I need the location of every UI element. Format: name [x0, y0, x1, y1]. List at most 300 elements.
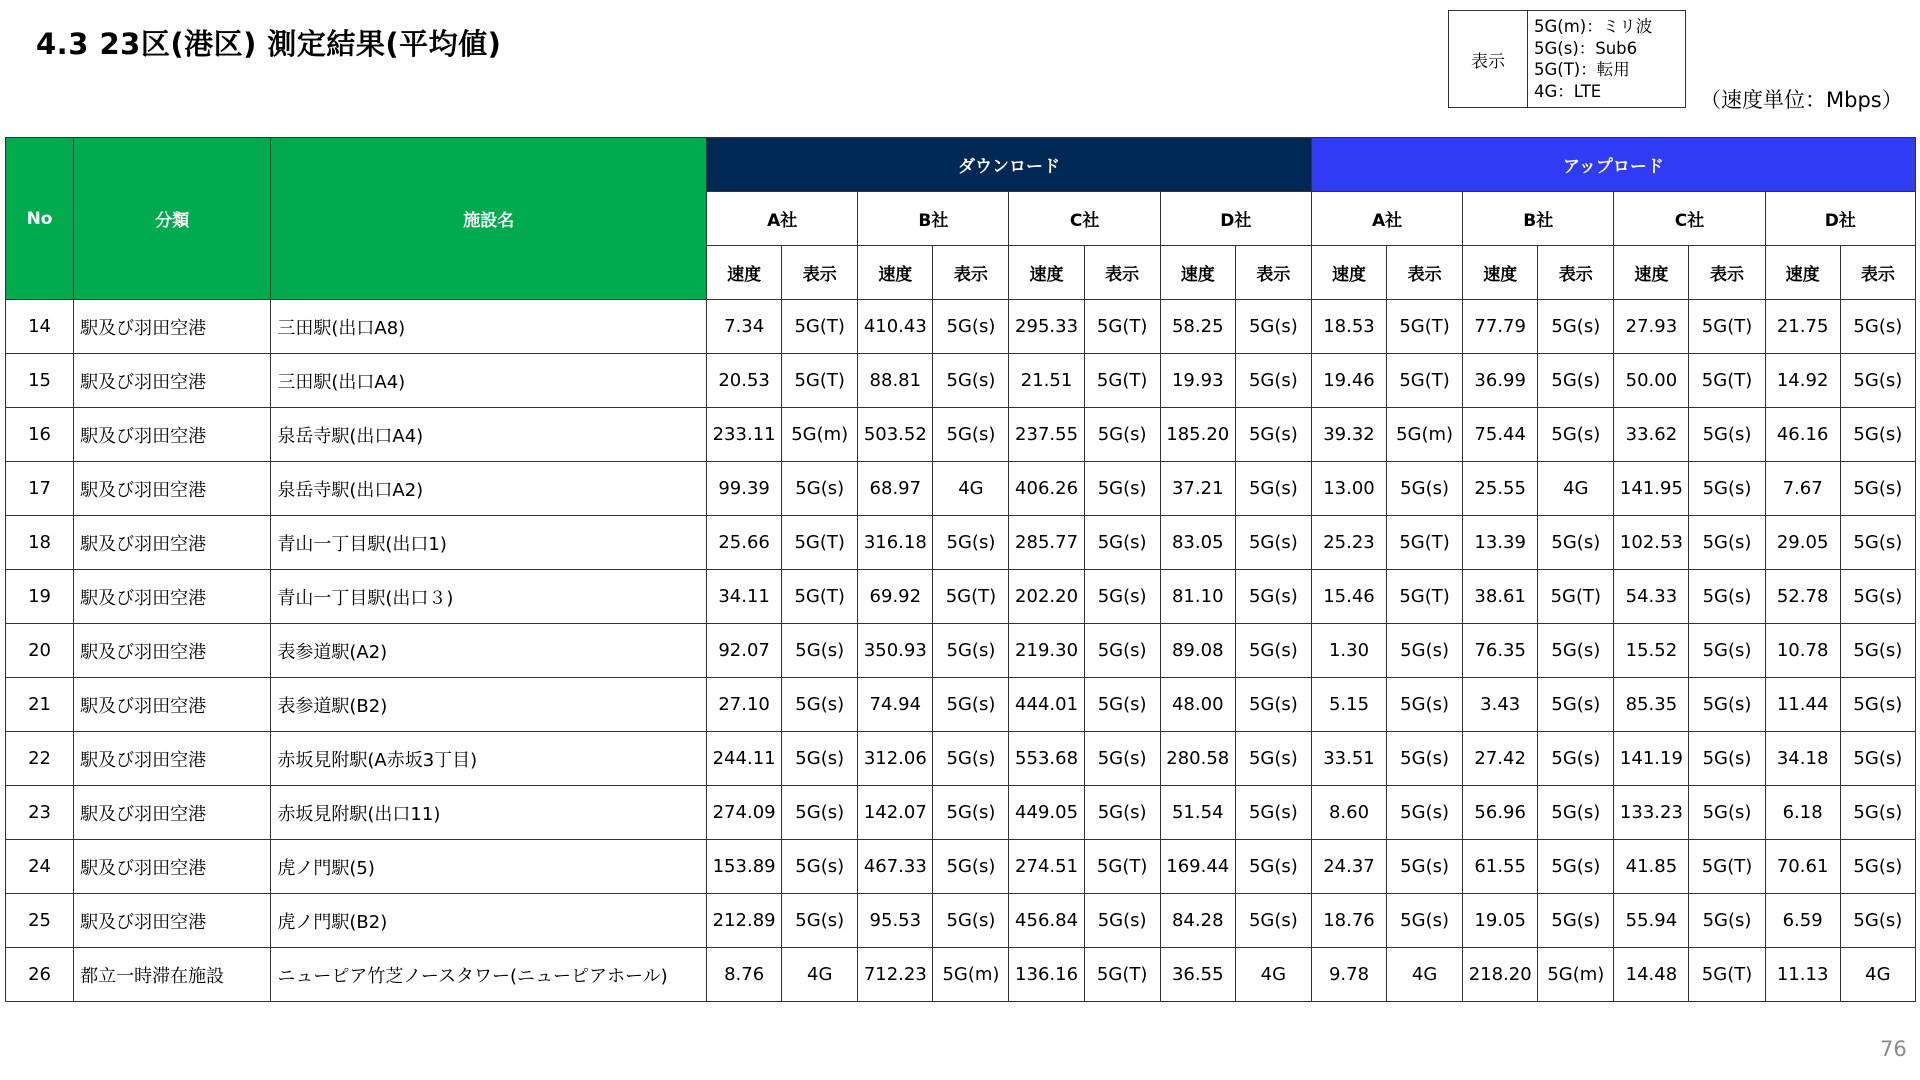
display-cell: 5G(s) — [1840, 570, 1915, 624]
display-cell: 5G(T) — [1084, 948, 1160, 1002]
display-cell: 5G(T) — [1689, 354, 1765, 408]
display-cell: 5G(s) — [933, 786, 1009, 840]
display-cell: 5G(s) — [1235, 408, 1311, 462]
display-cell: 5G(s) — [782, 678, 858, 732]
display-cell: 5G(s) — [1538, 840, 1614, 894]
table-row — [6, 732, 1916, 786]
display-cell: 5G(m) — [1387, 408, 1463, 462]
display-cell: 5G(T) — [1689, 840, 1765, 894]
display-cell: 5G(T) — [1538, 570, 1614, 624]
header-download-carrier-c: C社 — [1009, 192, 1160, 246]
row-category-cell: 駅及び羽田空港 — [74, 408, 271, 462]
display-cell: 5G(T) — [1084, 354, 1160, 408]
speed-cell: 185.20 — [1160, 408, 1235, 462]
speed-cell: 350.93 — [858, 624, 933, 678]
speed-unit-note: （速度単位：Mbps） — [1700, 88, 1903, 112]
row-no-cell: 24 — [6, 840, 74, 894]
header-upload-carrier-a: A社 — [1311, 192, 1462, 246]
row-facility-cell: 青山一丁目駅(出口３) — [271, 570, 707, 624]
row-no-cell: 20 — [6, 624, 74, 678]
speed-cell: 52.78 — [1765, 570, 1840, 624]
display-cell: 5G(s) — [1689, 462, 1765, 516]
display-cell: 5G(s) — [782, 786, 858, 840]
speed-cell: 218.20 — [1463, 948, 1538, 1002]
row-no-cell: 18 — [6, 516, 74, 570]
display-cell: 5G(T) — [1387, 354, 1463, 408]
display-cell: 5G(s) — [933, 624, 1009, 678]
header-speed: 速度 — [1463, 246, 1538, 300]
table-row — [6, 678, 1916, 732]
speed-cell: 233.11 — [707, 408, 782, 462]
display-cell: 5G(s) — [1538, 354, 1614, 408]
row-facility-cell: 虎ノ門駅(B2) — [271, 894, 707, 948]
speed-cell: 81.10 — [1160, 570, 1235, 624]
row-no-cell: 26 — [6, 948, 74, 1002]
display-cell: 5G(s) — [1840, 462, 1915, 516]
row-facility-cell: 赤坂見附駅(A赤坂3丁目) — [271, 732, 707, 786]
display-cell: 5G(T) — [1387, 300, 1463, 354]
speed-cell: 136.16 — [1009, 948, 1084, 1002]
speed-cell: 274.51 — [1009, 840, 1084, 894]
display-cell: 5G(s) — [1689, 732, 1765, 786]
row-facility-cell: 泉岳寺駅(出口A4) — [271, 408, 707, 462]
speed-cell: 41.85 — [1614, 840, 1689, 894]
display-cell: 5G(s) — [1689, 624, 1765, 678]
display-cell: 5G(s) — [933, 408, 1009, 462]
speed-cell: 27.42 — [1463, 732, 1538, 786]
display-cell: 5G(s) — [933, 516, 1009, 570]
display-cell: 5G(s) — [1689, 786, 1765, 840]
display-cell: 5G(s) — [1387, 462, 1463, 516]
speed-cell: 36.55 — [1160, 948, 1235, 1002]
display-cell: 5G(T) — [1084, 840, 1160, 894]
header-upload-carrier-c: C社 — [1614, 192, 1765, 246]
display-cell: 5G(s) — [1387, 678, 1463, 732]
display-cell: 5G(s) — [1235, 570, 1311, 624]
display-cell: 5G(s) — [1387, 732, 1463, 786]
row-category-cell: 駅及び羽田空港 — [74, 516, 271, 570]
display-cell: 5G(s) — [1084, 462, 1160, 516]
display-cell: 4G — [1840, 948, 1915, 1002]
header-no: No — [6, 138, 74, 300]
speed-cell: 142.07 — [858, 786, 933, 840]
speed-cell: 85.35 — [1614, 678, 1689, 732]
speed-cell: 449.05 — [1009, 786, 1084, 840]
header-display: 表示 — [933, 246, 1009, 300]
table-row — [6, 624, 1916, 678]
speed-cell: 153.89 — [707, 840, 782, 894]
speed-cell: 99.39 — [707, 462, 782, 516]
row-no-cell: 15 — [6, 354, 74, 408]
table-row — [6, 570, 1916, 624]
page-number: 76 — [1880, 1037, 1907, 1061]
row-facility-cell: 泉岳寺駅(出口A2) — [271, 462, 707, 516]
speed-cell: 33.62 — [1614, 408, 1689, 462]
speed-cell: 58.25 — [1160, 300, 1235, 354]
display-cell: 5G(T) — [782, 300, 858, 354]
speed-cell: 712.23 — [858, 948, 933, 1002]
header-download-carrier-a: A社 — [707, 192, 858, 246]
speed-cell: 46.16 — [1765, 408, 1840, 462]
display-cell: 5G(s) — [1840, 354, 1915, 408]
row-category-cell: 駅及び羽田空港 — [74, 624, 271, 678]
speed-cell: 75.44 — [1463, 408, 1538, 462]
speed-cell: 34.11 — [707, 570, 782, 624]
display-cell: 5G(T) — [1387, 516, 1463, 570]
speed-cell: 295.33 — [1009, 300, 1084, 354]
header-display: 表示 — [1387, 246, 1463, 300]
speed-cell: 19.05 — [1463, 894, 1538, 948]
display-cell: 5G(m) — [933, 948, 1009, 1002]
speed-cell: 410.43 — [858, 300, 933, 354]
display-cell: 5G(s) — [1235, 678, 1311, 732]
speed-cell: 19.46 — [1311, 354, 1386, 408]
header-facility: 施設名 — [271, 138, 707, 300]
display-cell: 5G(s) — [1689, 408, 1765, 462]
speed-cell: 25.55 — [1463, 462, 1538, 516]
speed-cell: 102.53 — [1614, 516, 1689, 570]
speed-cell: 88.81 — [858, 354, 933, 408]
header-display: 表示 — [782, 246, 858, 300]
legend-lines — [1528, 11, 1658, 107]
display-cell: 4G — [782, 948, 858, 1002]
header-display: 表示 — [1235, 246, 1311, 300]
table-row — [6, 516, 1916, 570]
speed-cell: 21.75 — [1765, 300, 1840, 354]
display-cell: 5G(s) — [1235, 732, 1311, 786]
table-row — [6, 948, 1916, 1002]
header-display: 表示 — [1840, 246, 1915, 300]
row-facility-cell: 三田駅(出口A4) — [271, 354, 707, 408]
legend-line-lte: 4G：LTE — [1534, 81, 1602, 101]
header-speed: 速度 — [1009, 246, 1084, 300]
display-cell: 5G(s) — [1840, 786, 1915, 840]
row-no-cell: 22 — [6, 732, 74, 786]
speed-cell: 6.18 — [1765, 786, 1840, 840]
speed-cell: 553.68 — [1009, 732, 1084, 786]
row-facility-cell: 赤坂見附駅(出口11) — [271, 786, 707, 840]
display-cell: 5G(s) — [1387, 840, 1463, 894]
speed-cell: 133.23 — [1614, 786, 1689, 840]
header-speed: 速度 — [1614, 246, 1689, 300]
display-cell: 5G(s) — [782, 840, 858, 894]
speed-cell: 19.93 — [1160, 354, 1235, 408]
speed-cell: 24.37 — [1311, 840, 1386, 894]
display-cell: 5G(T) — [1387, 570, 1463, 624]
display-cell: 5G(m) — [1538, 948, 1614, 1002]
display-cell: 5G(s) — [1387, 894, 1463, 948]
speed-cell: 48.00 — [1160, 678, 1235, 732]
row-category-cell: 駅及び羽田空港 — [74, 300, 271, 354]
display-cell: 5G(s) — [1235, 894, 1311, 948]
speed-cell: 55.94 — [1614, 894, 1689, 948]
header-download: ダウンロード — [707, 138, 1312, 192]
speed-cell: 54.33 — [1614, 570, 1689, 624]
row-category-cell: 駅及び羽田空港 — [74, 894, 271, 948]
display-cell: 5G(s) — [1840, 894, 1915, 948]
table-row — [6, 462, 1916, 516]
header-speed: 速度 — [858, 246, 933, 300]
display-cell: 5G(s) — [782, 462, 858, 516]
display-cell: 5G(T) — [933, 570, 1009, 624]
row-no-cell: 23 — [6, 786, 74, 840]
speed-cell: 25.66 — [707, 516, 782, 570]
row-category-cell: 駅及び羽田空港 — [74, 570, 271, 624]
display-cell: 5G(s) — [1538, 516, 1614, 570]
speed-cell: 141.95 — [1614, 462, 1689, 516]
display-cell: 5G(s) — [1538, 408, 1614, 462]
speed-cell: 29.05 — [1765, 516, 1840, 570]
legend-line-converted: 5G(T)：転用 — [1534, 60, 1630, 79]
row-facility-cell: 表参道駅(A2) — [271, 624, 707, 678]
row-no-cell: 14 — [6, 300, 74, 354]
speed-cell: 89.08 — [1160, 624, 1235, 678]
display-cell: 4G — [1538, 462, 1614, 516]
display-cell: 5G(s) — [1084, 624, 1160, 678]
speed-cell: 10.78 — [1765, 624, 1840, 678]
legend-line-mmwave: 5G(m)：ミリ波 — [1534, 17, 1653, 36]
speed-cell: 11.13 — [1765, 948, 1840, 1002]
header-speed: 速度 — [1160, 246, 1235, 300]
display-cell: 5G(s) — [1235, 354, 1311, 408]
display-cell: 5G(s) — [1840, 840, 1915, 894]
table-row — [6, 840, 1916, 894]
row-no-cell: 16 — [6, 408, 74, 462]
row-category-cell: 駅及び羽田空港 — [74, 786, 271, 840]
row-category-cell: 駅及び羽田空港 — [74, 354, 271, 408]
header-download-carrier-d: D社 — [1160, 192, 1311, 246]
speed-cell: 244.11 — [707, 732, 782, 786]
display-cell: 5G(s) — [782, 894, 858, 948]
speed-cell: 7.34 — [707, 300, 782, 354]
display-cell: 5G(s) — [1538, 624, 1614, 678]
speed-cell: 25.23 — [1311, 516, 1386, 570]
speed-cell: 8.60 — [1311, 786, 1386, 840]
speed-cell: 20.53 — [707, 354, 782, 408]
display-cell: 5G(s) — [1235, 624, 1311, 678]
row-facility-cell: ニューピア竹芝ノースタワー(ニューピアホール) — [271, 948, 707, 1002]
display-cell: 4G — [1387, 948, 1463, 1002]
display-cell: 5G(s) — [1689, 894, 1765, 948]
header-download-carrier-b: B社 — [858, 192, 1009, 246]
row-facility-cell: 虎ノ門駅(5) — [271, 840, 707, 894]
header-display: 表示 — [1538, 246, 1614, 300]
speed-cell: 7.67 — [1765, 462, 1840, 516]
header-category: 分類 — [74, 138, 271, 300]
display-cell: 5G(s) — [1235, 840, 1311, 894]
display-cell: 5G(s) — [1235, 516, 1311, 570]
speed-cell: 456.84 — [1009, 894, 1084, 948]
display-cell: 5G(T) — [1689, 300, 1765, 354]
speed-cell: 11.44 — [1765, 678, 1840, 732]
speed-cell: 84.28 — [1160, 894, 1235, 948]
speed-cell: 38.61 — [1463, 570, 1538, 624]
table-row — [6, 786, 1916, 840]
speed-cell: 15.52 — [1614, 624, 1689, 678]
row-no-cell: 21 — [6, 678, 74, 732]
display-cell: 5G(s) — [1387, 786, 1463, 840]
display-cell: 5G(s) — [1084, 894, 1160, 948]
display-cell: 5G(T) — [1084, 300, 1160, 354]
display-cell: 5G(T) — [1689, 948, 1765, 1002]
header-display: 表示 — [1084, 246, 1160, 300]
display-cell: 5G(s) — [1840, 300, 1915, 354]
speed-cell: 503.52 — [858, 408, 933, 462]
display-cell: 5G(s) — [933, 300, 1009, 354]
row-category-cell: 駅及び羽田空港 — [74, 732, 271, 786]
speed-cell: 274.09 — [707, 786, 782, 840]
header-display: 表示 — [1689, 246, 1765, 300]
speed-cell: 444.01 — [1009, 678, 1084, 732]
header-upload: アップロード — [1311, 138, 1915, 192]
speed-cell: 5.15 — [1311, 678, 1386, 732]
display-cell: 5G(s) — [1084, 678, 1160, 732]
display-cell: 5G(s) — [933, 840, 1009, 894]
display-cell: 5G(s) — [1689, 570, 1765, 624]
row-no-cell: 17 — [6, 462, 74, 516]
display-cell: 5G(s) — [1084, 732, 1160, 786]
display-cell: 5G(s) — [1538, 894, 1614, 948]
display-cell: 5G(s) — [1689, 678, 1765, 732]
table-row — [6, 408, 1916, 462]
speed-cell: 18.76 — [1311, 894, 1386, 948]
speed-cell: 285.77 — [1009, 516, 1084, 570]
table-row — [6, 300, 1916, 354]
speed-cell: 14.48 — [1614, 948, 1689, 1002]
display-cell: 5G(s) — [1084, 570, 1160, 624]
display-cell: 5G(s) — [1084, 786, 1160, 840]
display-cell: 5G(s) — [1538, 300, 1614, 354]
speed-cell: 467.33 — [858, 840, 933, 894]
speed-cell: 141.19 — [1614, 732, 1689, 786]
speed-cell: 33.51 — [1311, 732, 1386, 786]
speed-cell: 27.93 — [1614, 300, 1689, 354]
row-category-cell: 都立一時滞在施設 — [74, 948, 271, 1002]
display-cell: 4G — [1235, 948, 1311, 1002]
display-cell: 5G(s) — [782, 624, 858, 678]
speed-cell: 13.39 — [1463, 516, 1538, 570]
speed-cell: 50.00 — [1614, 354, 1689, 408]
speed-cell: 34.18 — [1765, 732, 1840, 786]
row-category-cell: 駅及び羽田空港 — [74, 840, 271, 894]
table-row — [6, 894, 1916, 948]
speed-cell: 69.92 — [858, 570, 933, 624]
speed-cell: 39.32 — [1311, 408, 1386, 462]
display-cell: 5G(s) — [1840, 516, 1915, 570]
speed-cell: 36.99 — [1463, 354, 1538, 408]
speed-cell: 61.55 — [1463, 840, 1538, 894]
display-cell: 5G(T) — [782, 516, 858, 570]
display-cell: 5G(s) — [1538, 786, 1614, 840]
speed-cell: 27.10 — [707, 678, 782, 732]
speed-cell: 9.78 — [1311, 948, 1386, 1002]
display-cell: 5G(s) — [1235, 300, 1311, 354]
header-upload-carrier-b: B社 — [1463, 192, 1614, 246]
display-cell: 5G(s) — [1538, 732, 1614, 786]
speed-cell: 212.89 — [707, 894, 782, 948]
table-body — [6, 300, 1916, 1002]
page-title: 4.3 23区(港区) 測定結果(平均値) — [36, 27, 502, 61]
speed-cell: 18.53 — [1311, 300, 1386, 354]
speed-cell: 51.54 — [1160, 786, 1235, 840]
display-cell: 5G(s) — [933, 354, 1009, 408]
header-speed: 速度 — [1765, 246, 1840, 300]
speed-cell: 1.30 — [1311, 624, 1386, 678]
row-facility-cell: 三田駅(出口A8) — [271, 300, 707, 354]
speed-cell: 77.79 — [1463, 300, 1538, 354]
speed-cell: 13.00 — [1311, 462, 1386, 516]
display-cell: 5G(s) — [1840, 678, 1915, 732]
row-no-cell: 25 — [6, 894, 74, 948]
speed-cell: 316.18 — [858, 516, 933, 570]
display-cell: 5G(s) — [1235, 462, 1311, 516]
speed-cell: 21.51 — [1009, 354, 1084, 408]
display-cell: 5G(s) — [782, 732, 858, 786]
speed-cell: 280.58 — [1160, 732, 1235, 786]
row-category-cell: 駅及び羽田空港 — [74, 678, 271, 732]
speed-cell: 312.06 — [858, 732, 933, 786]
display-cell: 5G(T) — [782, 354, 858, 408]
display-legend — [1448, 10, 1686, 108]
legend-line-sub6: 5G(s)：Sub6 — [1534, 38, 1638, 58]
header-upload-carrier-d: D社 — [1765, 192, 1915, 246]
speed-cell: 6.59 — [1765, 894, 1840, 948]
speed-cell: 83.05 — [1160, 516, 1235, 570]
speed-cell: 68.97 — [858, 462, 933, 516]
row-facility-cell: 表参道駅(B2) — [271, 678, 707, 732]
speed-cell: 95.53 — [858, 894, 933, 948]
speed-cell: 202.20 — [1009, 570, 1084, 624]
display-cell: 5G(s) — [1084, 516, 1160, 570]
speed-cell: 92.07 — [707, 624, 782, 678]
speed-cell: 219.30 — [1009, 624, 1084, 678]
speed-cell: 70.61 — [1765, 840, 1840, 894]
speed-cell: 37.21 — [1160, 462, 1235, 516]
display-cell: 5G(s) — [933, 678, 1009, 732]
speed-cell: 406.26 — [1009, 462, 1084, 516]
display-cell: 4G — [933, 462, 1009, 516]
display-cell: 5G(T) — [782, 570, 858, 624]
header-speed: 速度 — [1311, 246, 1386, 300]
row-no-cell: 19 — [6, 570, 74, 624]
results-table — [5, 137, 1916, 1002]
display-cell: 5G(s) — [1235, 786, 1311, 840]
header-speed: 速度 — [707, 246, 782, 300]
row-category-cell: 駅及び羽田空港 — [74, 462, 271, 516]
speed-cell: 169.44 — [1160, 840, 1235, 894]
speed-cell: 3.43 — [1463, 678, 1538, 732]
display-cell: 5G(s) — [1840, 624, 1915, 678]
display-cell: 5G(s) — [1084, 408, 1160, 462]
display-cell: 5G(m) — [782, 408, 858, 462]
speed-cell: 15.46 — [1311, 570, 1386, 624]
display-cell: 5G(s) — [1689, 516, 1765, 570]
legend-label: 表示 — [1449, 11, 1528, 107]
display-cell: 5G(s) — [1538, 678, 1614, 732]
speed-cell: 8.76 — [707, 948, 782, 1002]
row-facility-cell: 青山一丁目駅(出口1) — [271, 516, 707, 570]
display-cell: 5G(s) — [1840, 732, 1915, 786]
speed-cell: 56.96 — [1463, 786, 1538, 840]
speed-cell: 237.55 — [1009, 408, 1084, 462]
table-row — [6, 354, 1916, 408]
display-cell: 5G(s) — [933, 894, 1009, 948]
speed-cell: 14.92 — [1765, 354, 1840, 408]
display-cell: 5G(s) — [1387, 624, 1463, 678]
display-cell: 5G(s) — [1840, 408, 1915, 462]
speed-cell: 76.35 — [1463, 624, 1538, 678]
speed-cell: 74.94 — [858, 678, 933, 732]
